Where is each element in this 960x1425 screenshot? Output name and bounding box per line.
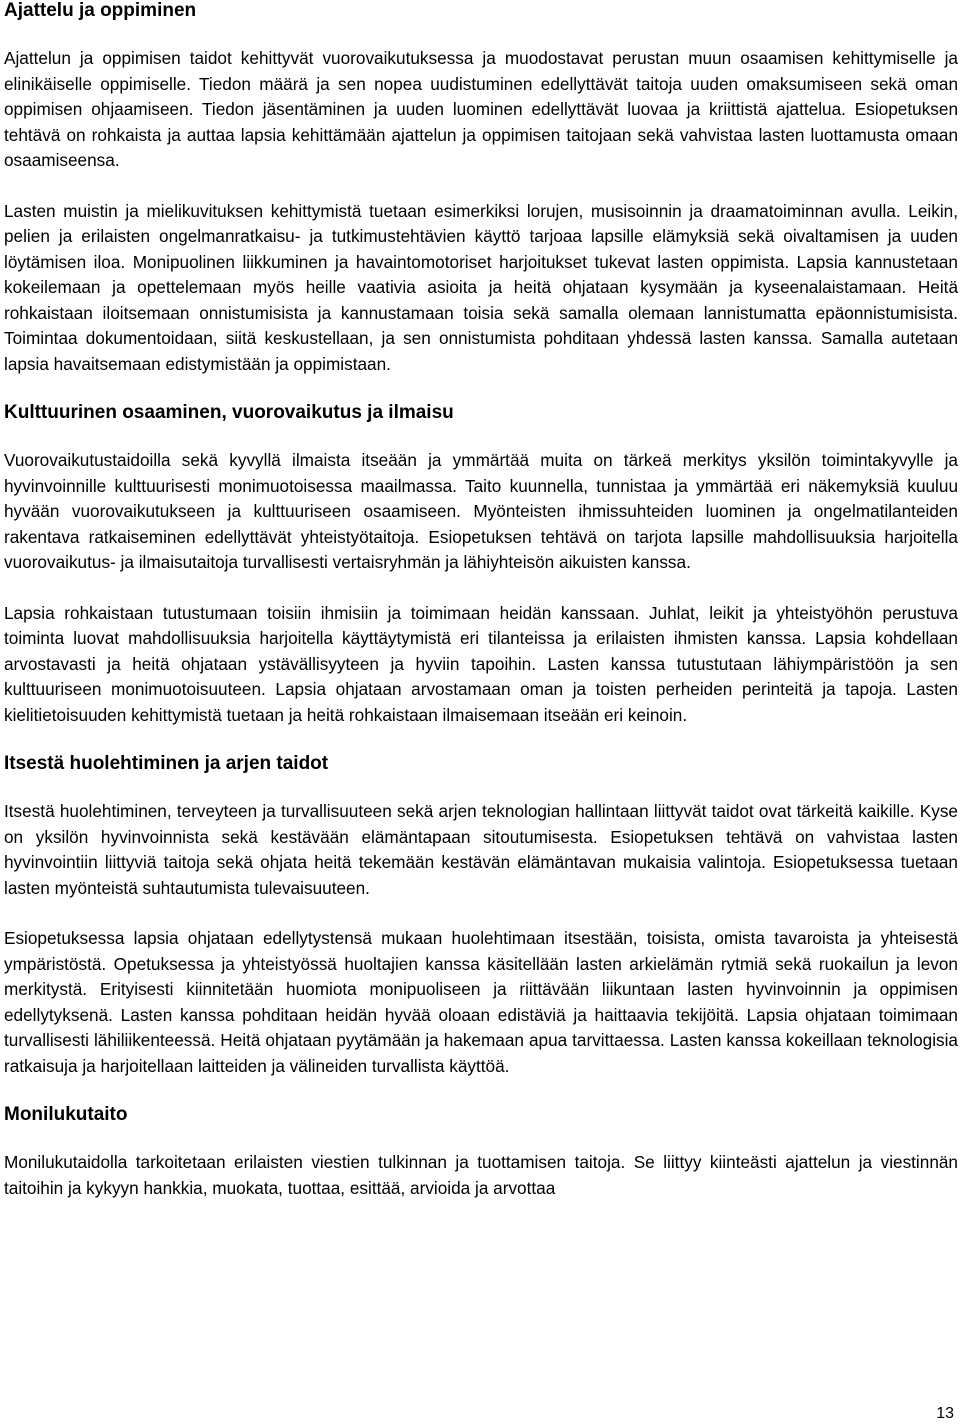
section-heading-kulttuurinen: Kulttuurinen osaaminen, vuorovaikutus ja ilmaisu [4, 402, 454, 423]
document-page [4, 0, 958, 1201]
paragraph: Lapsia rohkaistaan tutustumaan toisiin ihmisiin ja toimimaan heidän kanssaan. Juhlat, leikit ja yhteistyöhön perustuva toiminta luovat mahdollisuuksia harjoitella käyttäytymistä eri tilanteissa ja erilaisten ihmisten kanssa. Lapsia kohdellaan arvostavasti ja heitä ohjataan ystävällisyyteen ja hyviin tapoihin. Lasten kanssa tutustutaan lähiympäristöön ja sen kulttuuriseen monimuotoisuuteen. Lapsia ohjataan arvostamaan oman ja toisten perheiden perinteitä ja tapoja. Lasten kielitietoisuuden kehittymistä tuetaan ja heitä rohkaistaan ilmaisemaan itseään eri keinoin. [4, 602, 958, 725]
paragraph: Esiopetuksessa lapsia ohjataan edellytystensä mukaan huolehtimaan itsestään, toisista, omista tavaroista ja yhteisestä ympäristöstä. Opetuksessa ja yhteistyössä huoltajien kanssa käsitellään lasten arkielämän rytmiä sekä ruokailun ja levon merkitystä. Erityisesti kiinnitetään huomiota monipuoliseen ja riittävään liikuntaan lasten hyvinvoinnin ja oppimisen edellytyksenä. Lasten kanssa pohditaan heidän hyvää oloaan edistäviä ja haittaavia tekijöitä. Lapsia ohjataan toimimaan turvallisesti lähiliikenteessä. Heitä ohjataan pyytämään ja hakemaan apua tarvittaessa. Lasten kanssa kokeillaan teknologisia ratkaisuja ja harjoitellaan laitteiden ja välineiden turvallista käyttöä. [4, 928, 958, 1076]
paragraph: Ajattelun ja oppimisen taidot kehittyvät vuorovaikutuksessa ja muodostavat perustan muun osaamisen kehittymiselle ja elinikäiselle oppimiselle. Tiedon määrä ja sen nopea uudistuminen edellyttävät taitoja uuden omaksumiseen sekä oman oppimisen ohjaamiseen. Tiedon jäsentäminen ja uuden luominen edellyttävät luovaa ja kriittistä ajattelua. Esiopetuksen tehtävä on rohkaista ja auttaa lapsia kehittämään ajattelun ja oppimisen taitojaan sekä vahvistaa lasten luottamusta omaan osaamiseensa. [4, 48, 958, 170]
paragraph: Monilukutaidolla tarkoitetaan erilaisten viestien tulkinnan ja tuottamisen taitoja. Se liittyy kiinteästi ajattelun ja viestinnän taitoihin ja kykyyn hankkia, muokata, tuottaa, esittää, arvioida ja arvottaa [4, 1152, 958, 1198]
page-number: 13 [936, 1405, 954, 1422]
section-heading-ajattelu: Ajattelu ja oppiminen [4, 0, 197, 21]
paragraph: Itsestä huolehtiminen, terveyteen ja turvallisuuteen sekä arjen teknologian hallintaan liittyvät taidot ovat tärkeitä kaikille. Kyse on yksilön hyvinvoinnista sekä kestävään elämäntapaan sitoutumisesta. Esiopetuksen tehtävä on vahvistaa lasten hyvinvointiin liittyviä taitoja sekä ohjata heitä tekemään kestävän elämäntavan mukaisia valintoja. Esiopetuksessa tuetaan lasten myönteistä suhtautumista tulevaisuuteen. [4, 801, 958, 898]
paragraph: Vuorovaikutustaidoilla sekä kyvyllä ilmaista itseään ja ymmärtää muita on tärkeä merkitys yksilön toimintakyvylle ja hyvinvoinnille kulttuurisesti monimuotoisessa maailmassa. Taito kuunnella, tunnistaa ja ymmärtää eri näkemyksiä kuuluu hyvään vuorovaikutukseen ja kulttuuriseen osaamiseen. Myönteisten ihmissuhteiden luominen ja ongelmatilanteiden rakentava ratkaiseminen edellyttävät yhteistyötaitoja. Esiopetuksen tehtävä on tarjota lapsille mahdollisuuksia harjoitella vuorovaikutus- ja ilmaisutaitoja turvallisesti vertaisryhmän ja lähiyhteisön aikuisten kanssa. [4, 450, 958, 572]
section-heading-itsesta: Itsestä huolehtiminen ja arjen taidot [4, 753, 329, 774]
paragraph: Lasten muistin ja mielikuvituksen kehittymistä tuetaan esimerkiksi lorujen, musisoinnin ja draamatoiminnan avulla. Leikin, pelien ja erilaisten ongelmanratkaisu- ja tutkimustehtävien käyttö tarjoaa lapsille elämyksiä sekä oivaltamisen ja uuden löytämisen iloa. Monipuolinen liikkuminen ja havaintomotoriset harjoitukset tukevat lasten oppimista. Lapsia kannustetaan kokeilemaan ja opettelemaan myös heille vaativia asioita ja heitä ohjataan kysymään ja kyseenalaistamaan. Heitä rohkaistaan iloitsemaan onnistumisista ja kannustamaan toisia sekä samalla olemaan lannistumatta epäonnistumisista. Toimintaa dokumentoidaan, siitä keskustellaan, ja sen onnistumista pohditaan yhdessä lasten kanssa. Samalla autetaan lapsia havaitsemaan edistymistään ja oppimistaan. [4, 200, 958, 374]
section-heading-monilukutaito: Monilukutaito [4, 1104, 128, 1125]
